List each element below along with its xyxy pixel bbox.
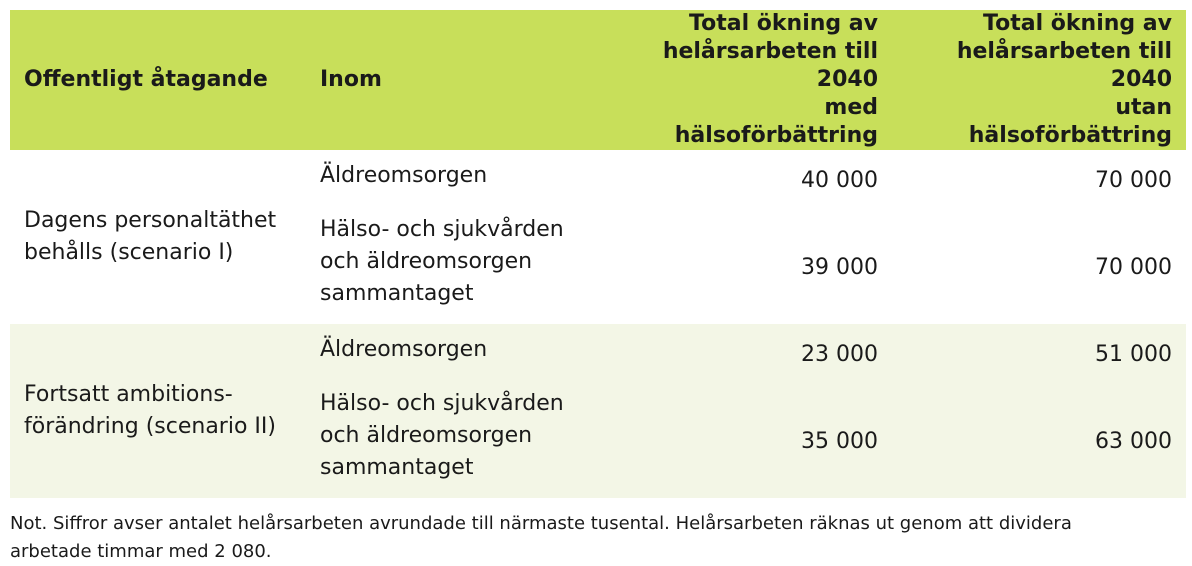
header-utan-line-1: Total ökning av — [983, 11, 1172, 36]
document-page — [10, 10, 1186, 566]
inom-line: sammantaget — [320, 281, 474, 306]
footnote-line-2: arbetade timmar med 2 080. — [10, 541, 272, 562]
group-label-line: Fortsatt ambitions- — [24, 382, 233, 407]
header-offentligt-atagande: Offentligt åtagande — [24, 67, 268, 92]
header-utan-line-3: utan hälsoförbättring — [968, 95, 1172, 148]
header-inom: Inom — [320, 67, 382, 92]
inom-line: sammantaget — [320, 455, 474, 480]
header-med-line-2: helårsarbeten till 2040 — [662, 39, 878, 92]
workforce-table — [10, 10, 1186, 498]
value-med: 39 000 — [801, 255, 878, 280]
header-utan-line-2: helårsarbeten till 2040 — [956, 39, 1172, 92]
inom-cell — [306, 386, 616, 498]
header-utan-halsoforbattring — [892, 10, 1186, 150]
value-med: 23 000 — [801, 342, 878, 367]
inom-line: Äldreomsorgen — [320, 163, 488, 188]
inom-line: Äldreomsorgen — [320, 337, 488, 362]
group-label-line: Dagens personaltäthet — [24, 208, 277, 233]
header-med-line-3: med hälsoförbättring — [674, 95, 878, 148]
value-utan: 63 000 — [1095, 429, 1172, 454]
group-label-scenario-1 — [10, 150, 306, 324]
footnote-line-1: Not. Siffror avser antalet helårsarbeten avrundade till närmaste tusental. Helårsarbeten räknas ut genom att dividera — [10, 513, 1072, 534]
footnote — [10, 510, 1160, 566]
header-med-line-1: Total ökning av — [689, 11, 878, 36]
value-utan: 70 000 — [1095, 255, 1172, 280]
inom-cell — [306, 212, 616, 324]
group-label-line: förändring (scenario II) — [24, 414, 276, 439]
inom-cell — [306, 324, 616, 386]
table-row — [10, 324, 1186, 386]
inom-line: Hälso- och sjukvården — [320, 391, 564, 416]
header-med-halsoforbattring — [616, 10, 892, 150]
value-med: 35 000 — [801, 429, 878, 454]
table-row — [10, 150, 1186, 212]
value-med: 40 000 — [801, 168, 878, 193]
value-utan: 70 000 — [1095, 168, 1172, 193]
value-utan: 51 000 — [1095, 342, 1172, 367]
inom-line: Hälso- och sjukvården — [320, 217, 564, 242]
inom-line: och äldreomsorgen — [320, 249, 533, 274]
table-header-row — [10, 10, 1186, 150]
group-label-scenario-2 — [10, 324, 306, 498]
inom-cell — [306, 150, 616, 212]
group-label-line: behålls (scenario I) — [24, 240, 234, 265]
inom-line: och äldreomsorgen — [320, 423, 533, 448]
